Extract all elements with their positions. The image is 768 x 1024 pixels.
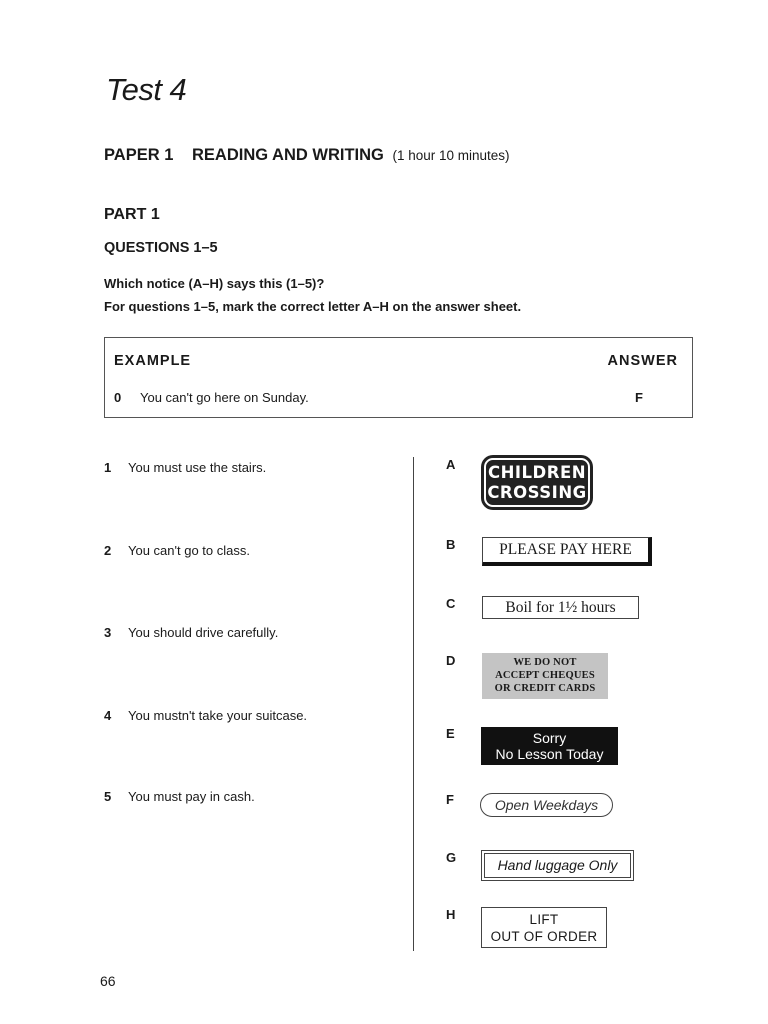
example-label: EXAMPLE [114, 353, 192, 369]
question-number: 5 [104, 789, 112, 804]
example-number: 0 [114, 390, 122, 405]
question-number: 4 [104, 708, 112, 723]
notice-g-sign [481, 850, 634, 881]
notice-letter-g: G [446, 850, 457, 865]
notice-letter-c: C [446, 596, 456, 611]
notice-line: CROSSING [487, 483, 587, 502]
notice-line: LIFT [529, 912, 559, 927]
notice-d-sign [482, 653, 608, 699]
notice-g-inner [484, 853, 631, 878]
question-text: You mustn't take your suitcase. [128, 708, 308, 723]
notice-line: Open Weekdays [494, 797, 599, 813]
notice-letter-a: A [446, 457, 456, 472]
notice-letter-f: F [446, 792, 454, 807]
test-title: Test 4 [106, 72, 187, 107]
paper-heading [104, 146, 510, 165]
part-title: PART 1 [104, 206, 160, 223]
notice-e-sign [481, 727, 618, 765]
notice-letter-b: B [446, 537, 456, 552]
question-text: You must use the stairs. [128, 460, 267, 475]
question-item [104, 708, 307, 723]
questions-range: QUESTIONS 1–5 [104, 240, 218, 256]
instruction-line: For questions 1–5, mark the correct letter A–H on the answer sheet. [104, 299, 522, 314]
notice-line: Sorry [532, 730, 567, 746]
column-divider [413, 457, 414, 951]
notice-a-inner [484, 458, 590, 507]
question-number: 1 [104, 460, 112, 475]
paper-name: READING AND WRITING [191, 146, 384, 164]
question-text: You can't go to class. [128, 543, 250, 558]
notice-line: No Lesson Today [495, 746, 604, 762]
notice-line: WE DO NOT [513, 657, 577, 668]
question-text: You should drive carefully. [128, 625, 279, 640]
paper-duration: (1 hour 10 minutes) [392, 148, 510, 163]
question-item [104, 543, 250, 558]
notice-b-sign [482, 537, 652, 566]
notice-f-sign [480, 793, 613, 817]
notice-line: CHILDREN [487, 463, 587, 482]
question-number: 2 [104, 543, 112, 558]
notice-line: ACCEPT CHEQUES [495, 670, 595, 681]
notice-line: OR CREDIT CARDS [494, 683, 596, 694]
notice-line: Boil for 1½ hours [505, 599, 616, 616]
answer-label: ANSWER [607, 353, 678, 369]
notice-letter-e: E [446, 726, 455, 741]
question-item [104, 460, 266, 475]
example-answer: F [635, 390, 643, 405]
example-box [104, 337, 693, 418]
paper-label: PAPER 1 [104, 146, 174, 164]
example-text: You can't go here on Sunday. [140, 390, 309, 405]
page-number: 66 [100, 973, 116, 989]
instruction-line: Which notice (A–H) says this (1–5)? [104, 276, 325, 291]
notice-line: PLEASE PAY HERE [499, 541, 632, 558]
notice-letter-d: D [446, 653, 456, 668]
question-item [104, 625, 278, 640]
notice-line: Hand luggage Only [497, 857, 618, 873]
question-item [104, 789, 255, 804]
question-number: 3 [104, 625, 112, 640]
notice-c-sign [482, 596, 639, 619]
notice-line: OUT OF ORDER [490, 929, 598, 944]
notice-h-sign [481, 907, 607, 948]
question-text: You must pay in cash. [128, 789, 255, 804]
notice-letter-h: H [446, 907, 456, 922]
notice-a-sign [481, 455, 593, 510]
